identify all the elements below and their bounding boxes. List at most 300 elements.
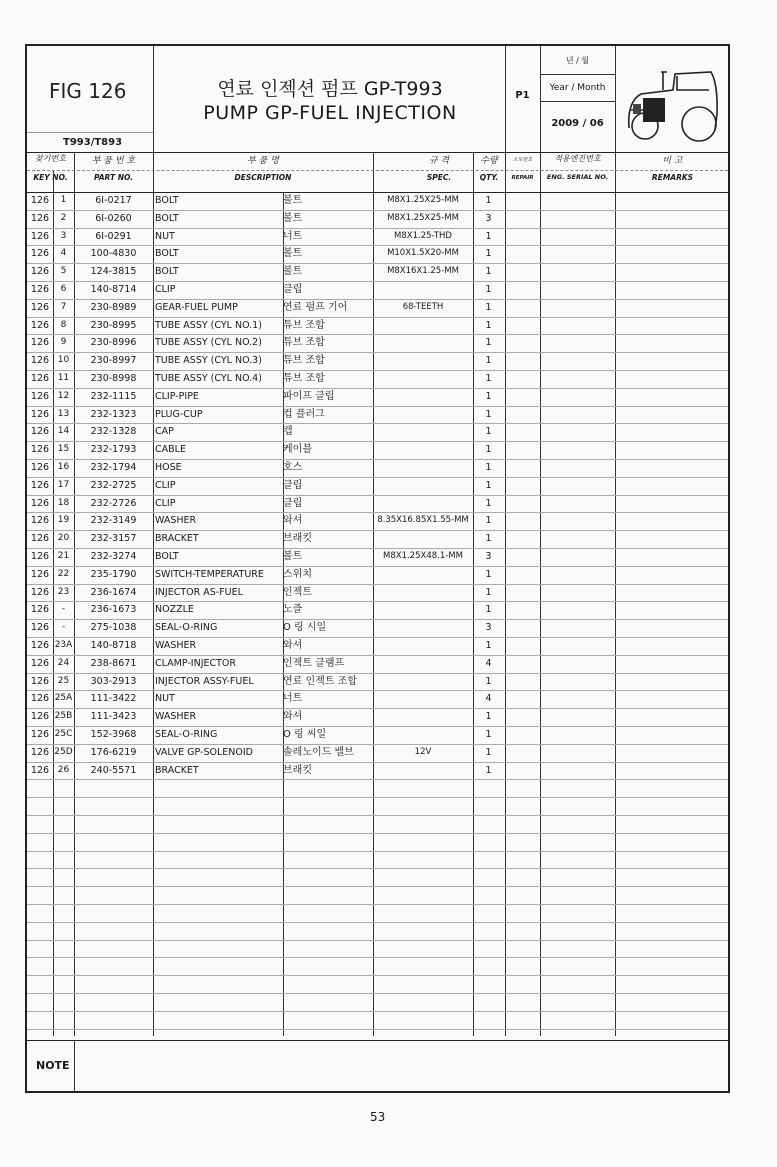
description-kr-cell: 인젝트: [283, 586, 312, 598]
description-cell: BOLT: [155, 248, 179, 260]
part-number-cell: 303-2913: [90, 675, 137, 687]
quantity-cell: 1: [485, 604, 492, 616]
key-cell: 126: [30, 230, 50, 242]
table-row: [27, 299, 728, 317]
item-number-cell: 1: [60, 195, 67, 205]
quantity-cell: 1: [485, 444, 492, 456]
part-number-cell: 111-3423: [90, 711, 137, 723]
description-kr-cell: 너트: [283, 230, 303, 242]
description-kr-cell: 와셔: [283, 711, 303, 723]
spec-cell: [373, 441, 473, 459]
title-english: PUMP GP-FUEL INJECTION: [203, 102, 457, 124]
page-code: P1: [515, 90, 530, 101]
grid-line: [27, 886, 728, 887]
table-row: [27, 210, 728, 228]
spec-cell: [373, 655, 473, 673]
table-row: [27, 566, 728, 584]
spec-cell: [373, 762, 473, 780]
table-row: [27, 477, 728, 495]
model-label: T993/T893: [63, 137, 123, 148]
table-row: [27, 601, 728, 619]
key-cell: 126: [30, 444, 50, 456]
description-cell: CLIP: [155, 284, 176, 295]
grid-line: [27, 940, 728, 941]
grid-line: [27, 993, 728, 994]
part-number-cell: 238-8671: [90, 657, 137, 669]
part-number-cell: 152-3968: [90, 729, 137, 740]
year-month-value: 2009 / 06: [551, 118, 604, 129]
description-cell: BRACKET: [155, 764, 199, 776]
quantity-cell: 1: [485, 568, 492, 580]
title-korean: 연료 인젝션 펌프 GP-T993: [217, 78, 443, 100]
description-cell: PLUG-CUP: [155, 408, 203, 420]
key-cell: 126: [30, 764, 50, 776]
key-cell: 126: [30, 657, 50, 669]
grid-line: [27, 779, 728, 780]
description-cell: CLAMP-INJECTOR: [155, 657, 237, 669]
grid-line: [27, 975, 728, 976]
table-row: [27, 637, 728, 655]
year-month-label-en: Year / Month: [549, 83, 606, 93]
part-number-cell: 232-3157: [90, 533, 137, 545]
key-cell: 126: [30, 693, 50, 705]
item-number-cell: 6: [60, 284, 67, 294]
grid-line: [27, 1040, 728, 1041]
description-cell: VALVE GP-SOLENOID: [155, 746, 253, 758]
item-number-cell: 19: [57, 515, 70, 526]
header-key-en: KEY NO.: [33, 173, 68, 182]
description-cell: CABLE: [155, 444, 186, 456]
spec-cell: [373, 388, 473, 406]
spec-cell: 68-TEETH: [402, 301, 444, 312]
key-cell: 126: [30, 355, 50, 367]
quantity-cell: 1: [485, 586, 492, 598]
description-kr-cell: 파이프 클립: [283, 390, 335, 402]
part-number-cell: 230-8995: [90, 319, 137, 331]
description-cell: INJECTOR ASSY-FUEL: [155, 675, 254, 687]
key-cell: 126: [30, 586, 50, 598]
description-cell: NUT: [155, 693, 175, 705]
header-spec-en: SPEC.: [426, 173, 452, 182]
table-row: [27, 228, 728, 246]
description-kr-cell: 클립: [283, 479, 303, 491]
description-kr-cell: 호스: [283, 462, 303, 473]
item-number-cell: 26: [57, 764, 70, 775]
spec-cell: [373, 601, 473, 619]
table-row: [27, 512, 728, 530]
item-number-cell: 18: [57, 497, 70, 508]
spec-cell: [373, 708, 473, 726]
quantity-cell: 1: [485, 640, 492, 651]
header-spec-kr: 규 격: [428, 156, 450, 166]
part-number-cell: 232-1323: [90, 408, 137, 420]
description-cell: BOLT: [155, 266, 179, 278]
description-kr-cell: 볼트: [283, 248, 303, 260]
grid-line: [27, 152, 728, 153]
header-key-kr: 찾기번호: [35, 154, 66, 163]
key-cell: 126: [30, 497, 50, 509]
quantity-cell: 1: [485, 426, 492, 438]
item-number-cell: 17: [57, 479, 70, 490]
key-cell: 126: [30, 675, 50, 687]
header-qty-en: QTY.: [479, 173, 499, 182]
description-kr-cell: 튜브 조합: [283, 373, 325, 384]
part-number-cell: 232-1793: [90, 444, 137, 456]
quantity-cell: 1: [485, 515, 492, 527]
spec-cell: [373, 495, 473, 513]
quantity-cell: 1: [485, 729, 492, 740]
description-cell: SEAL-O-RING: [155, 729, 218, 740]
quantity-cell: 4: [485, 693, 492, 705]
description-kr-cell: 볼트: [283, 212, 303, 224]
description-kr-cell: 클립: [283, 284, 303, 295]
description-kr-cell: 튜브 조합: [283, 355, 325, 367]
key-cell: 126: [30, 266, 50, 278]
item-number-cell: 13: [57, 408, 70, 419]
part-number-cell: 6I-0260: [95, 212, 132, 224]
spec-cell: [373, 637, 473, 655]
table-row: [27, 441, 728, 459]
description-cell: INJECTOR AS-FUEL: [155, 586, 243, 598]
table-row: [27, 762, 728, 780]
key-cell: 126: [30, 301, 50, 313]
item-number-cell: 16: [57, 462, 70, 472]
item-number-cell: 8: [60, 319, 67, 330]
key-cell: 126: [30, 284, 50, 295]
description-cell: TUBE ASSY (CYL NO.2): [155, 337, 262, 349]
part-number-cell: 230-8996: [90, 337, 137, 349]
key-cell: 126: [30, 408, 50, 420]
item-number-cell: 9: [60, 337, 67, 348]
key-cell: 126: [30, 426, 50, 438]
header-part-en: PART NO.: [93, 173, 134, 182]
item-number-cell: 22: [57, 568, 70, 579]
description-kr-cell: 연료 펌프 기어: [283, 301, 348, 313]
header-serial-kr: 적용엔진번호: [554, 154, 601, 163]
key-cell: 126: [30, 373, 50, 384]
description-cell: BOLT: [155, 212, 179, 224]
item-number-cell: -: [61, 622, 66, 633]
grid-line: [27, 1029, 728, 1030]
table-row: [27, 245, 728, 263]
header-desc-kr: 부 품 명: [247, 156, 279, 166]
part-number-cell: 275-1038: [90, 622, 137, 634]
table-row: [27, 263, 728, 281]
description-cell: HOSE: [155, 462, 182, 473]
key-cell: 126: [30, 746, 50, 758]
key-cell: 126: [30, 551, 50, 562]
table-row: [27, 530, 728, 548]
description-kr-cell: 너트: [283, 693, 303, 705]
quantity-cell: 1: [485, 497, 492, 509]
header-serial-en: ENG. SERIAL NO.: [546, 173, 609, 181]
header-repair-en: REPAIR: [511, 175, 534, 181]
note-label: NOTE: [36, 1059, 70, 1072]
description-cell: CLIP: [155, 497, 176, 509]
part-number-cell: 240-5571: [90, 764, 137, 776]
key-cell: 126: [30, 319, 50, 331]
quantity-cell: 1: [485, 355, 492, 367]
part-number-cell: 230-8997: [90, 355, 137, 367]
table-row: [27, 388, 728, 406]
quantity-cell: 1: [485, 479, 492, 491]
table-row: [27, 655, 728, 673]
key-cell: 126: [30, 212, 50, 224]
item-number-cell: 7: [60, 301, 67, 312]
table-row: [27, 495, 728, 513]
grid-line: [27, 957, 728, 958]
part-number-cell: 230-8998: [90, 373, 137, 384]
key-cell: 126: [30, 729, 50, 740]
key-cell: 126: [30, 337, 50, 349]
page-number: 53: [370, 1110, 386, 1124]
key-cell: 126: [30, 248, 50, 260]
grid-line: [27, 904, 728, 905]
item-number-cell: 2: [60, 212, 67, 223]
spec-cell: [373, 584, 473, 602]
description-kr-cell: 볼트: [283, 195, 303, 206]
item-number-cell: 24: [57, 657, 70, 668]
key-cell: 126: [30, 640, 50, 651]
description-kr-cell: 케이블: [283, 444, 312, 456]
description-cell: CLIP: [155, 479, 176, 491]
grid-line: [27, 922, 728, 923]
description-cell: TUBE ASSY (CYL NO.3): [155, 355, 262, 367]
description-kr-cell: 튜브 조합: [283, 319, 325, 331]
grid-line: [74, 1040, 75, 1091]
part-number-cell: 6I-0217: [95, 195, 132, 206]
table-row: [27, 584, 728, 602]
description-kr-cell: 브래킷: [283, 764, 312, 776]
table-row: [27, 708, 728, 726]
grid-line: [27, 815, 728, 816]
description-cell: TUBE ASSY (CYL NO.4): [155, 373, 262, 384]
key-cell: 126: [30, 515, 50, 527]
item-number-cell: 3: [60, 230, 67, 241]
spec-cell: M8X1.25-THD: [394, 230, 452, 241]
spec-cell: [373, 352, 473, 370]
grid-line: [27, 851, 728, 852]
key-cell: 126: [30, 479, 50, 491]
description-kr-cell: 브래킷: [283, 533, 312, 545]
table-row: [27, 726, 728, 744]
item-number-cell: 20: [57, 533, 70, 544]
grid-line: [27, 797, 728, 798]
description-kr-cell: 와셔: [283, 640, 303, 651]
table-row: [27, 423, 728, 441]
header-remarks-kr: 비 고: [662, 156, 683, 166]
part-number-cell: 230-8989: [90, 301, 137, 313]
quantity-cell: 1: [485, 462, 492, 473]
spec-cell: [373, 334, 473, 352]
description-kr-cell: O 링 시일: [283, 622, 327, 634]
quantity-cell: 1: [485, 533, 492, 545]
key-cell: 126: [30, 195, 50, 206]
spec-cell: [373, 726, 473, 744]
item-number-cell: 21: [57, 551, 70, 561]
spec-cell: M8X16X1.25-MM: [387, 266, 459, 277]
description-cell: WASHER: [155, 515, 197, 527]
quantity-cell: 1: [485, 764, 492, 776]
table-row: [27, 317, 728, 335]
spec-cell: M8X1.25X25-MM: [387, 212, 459, 223]
figure-label: FIG 126: [49, 79, 127, 103]
description-cell: NUT: [155, 230, 175, 242]
key-cell: 126: [30, 462, 50, 473]
spec-cell: M8X1.25X48.1-MM: [383, 551, 463, 561]
table-row: [27, 281, 728, 299]
part-number-cell: 235-1790: [90, 568, 137, 580]
item-number-cell: -: [61, 604, 66, 615]
description-kr-cell: 볼트: [283, 266, 303, 278]
table-row: [27, 192, 728, 210]
table-row: [27, 370, 728, 388]
parts-sheet: [25, 44, 730, 1093]
spec-cell: 8.35X16.85X1.55-MM: [377, 515, 469, 526]
quantity-cell: 1: [485, 711, 492, 723]
description-kr-cell: 연료 인젝트 조합: [283, 675, 357, 687]
part-number-cell: 236-1673: [90, 604, 137, 616]
quantity-cell: 1: [485, 266, 492, 278]
description-kr-cell: 클립: [283, 497, 303, 509]
spec-cell: [373, 459, 473, 477]
header-remarks-en: REMARKS: [651, 173, 694, 182]
key-cell: 126: [30, 622, 50, 634]
quantity-cell: 1: [485, 195, 492, 206]
header-qty-kr: 수량: [480, 156, 498, 166]
key-cell: 126: [30, 568, 50, 580]
part-number-cell: 232-2726: [90, 497, 137, 509]
table-row: [27, 406, 728, 424]
quantity-cell: 1: [485, 284, 492, 295]
item-number-cell: 25B: [54, 711, 73, 722]
description-cell: SWITCH-TEMPERATURE: [155, 568, 264, 580]
quantity-cell: 1: [485, 408, 492, 420]
spec-cell: M8X1.25X25-MM: [387, 195, 459, 205]
spec-cell: [373, 566, 473, 584]
part-number-cell: 232-3149: [90, 515, 137, 527]
table-row: [27, 459, 728, 477]
quantity-cell: 4: [485, 657, 492, 669]
table-row: [27, 334, 728, 352]
description-cell: WASHER: [155, 711, 197, 723]
item-number-cell: 23: [57, 586, 70, 597]
part-number-cell: 232-2725: [90, 479, 137, 491]
spec-cell: [373, 317, 473, 335]
part-number-cell: 124-3815: [90, 266, 137, 278]
grid-line: [27, 833, 728, 834]
quantity-cell: 1: [485, 319, 492, 331]
grid-line: [27, 132, 153, 133]
part-number-cell: 6I-0291: [95, 230, 132, 242]
tractor-icon: [621, 54, 721, 144]
quantity-cell: 1: [485, 301, 492, 313]
part-number-cell: 232-3274: [90, 551, 137, 562]
quantity-cell: 1: [485, 746, 492, 758]
spec-cell: [373, 281, 473, 299]
item-number-cell: 23A: [54, 640, 73, 650]
grid-line: [540, 101, 615, 102]
description-kr-cell: O 링 씨일: [283, 729, 327, 740]
spec-cell: [373, 619, 473, 637]
spec-cell: [373, 423, 473, 441]
description-cell: GEAR-FUEL PUMP: [155, 301, 238, 313]
description-kr-cell: 캡: [283, 426, 293, 438]
header-desc-en: DESCRIPTION: [234, 173, 292, 182]
grid-line: [27, 1011, 728, 1012]
table-row: [27, 673, 728, 691]
spec-cell: [373, 530, 473, 548]
description-cell: CAP: [155, 426, 174, 438]
grid-line: [27, 868, 728, 869]
spec-cell: [373, 477, 473, 495]
description-kr-cell: 스위치: [283, 568, 312, 580]
item-number-cell: 14: [57, 426, 70, 437]
item-number-cell: 10: [57, 355, 70, 366]
header-repair-kr: 소모번호: [512, 157, 533, 163]
header-part-kr: 부 품 번 호: [91, 156, 136, 166]
description-cell: BOLT: [155, 195, 179, 206]
quantity-cell: 3: [485, 622, 492, 634]
quantity-cell: 3: [485, 551, 492, 562]
key-cell: 126: [30, 390, 50, 402]
description-cell: TUBE ASSY (CYL NO.1): [155, 319, 262, 331]
key-cell: 126: [30, 533, 50, 545]
description-cell: WASHER: [155, 640, 197, 651]
description-kr-cell: 와셔: [283, 515, 303, 527]
description-kr-cell: 볼트: [283, 551, 303, 562]
item-number-cell: 11: [57, 373, 70, 383]
quantity-cell: 1: [485, 248, 492, 260]
description-cell: CLIP-PIPE: [155, 390, 199, 402]
table-row: [27, 352, 728, 370]
description-cell: BRACKET: [155, 533, 199, 545]
spec-cell: [373, 690, 473, 708]
description-kr-cell: 튜브 조합: [283, 337, 325, 349]
description-kr-cell: 솔레노이드 밸브: [283, 746, 354, 758]
part-number-cell: 140-8718: [90, 640, 137, 651]
table-row: [27, 744, 728, 762]
item-number-cell: 25A: [54, 693, 73, 704]
part-number-cell: 232-1794: [90, 462, 137, 473]
year-month-label-kr: 년 / 월: [565, 56, 590, 65]
item-number-cell: 25D: [54, 746, 73, 757]
item-number-cell: 12: [57, 390, 70, 401]
part-number-cell: 236-1674: [90, 586, 137, 598]
description-cell: SEAL-O-RING: [155, 622, 218, 634]
table-row: [27, 548, 728, 566]
spec-cell: 12V: [414, 746, 432, 757]
quantity-cell: 1: [485, 337, 492, 349]
table-row: [27, 690, 728, 708]
spec-cell: [373, 406, 473, 424]
item-number-cell: 25: [57, 675, 70, 686]
grid-line: [540, 74, 615, 75]
description-kr-cell: 인젝트 클램프: [283, 657, 345, 669]
quantity-cell: 1: [485, 230, 492, 242]
quantity-cell: 1: [485, 390, 492, 402]
item-number-cell: 5: [60, 266, 67, 277]
spec-cell: [373, 673, 473, 691]
part-number-cell: 100-4830: [90, 248, 137, 260]
part-number-cell: 176-6219: [90, 746, 137, 758]
spec-cell: [373, 370, 473, 388]
description-kr-cell: 노즐: [283, 604, 303, 616]
item-number-cell: 25C: [54, 729, 73, 739]
part-number-cell: 140-8714: [90, 284, 137, 295]
part-number-cell: 232-1328: [90, 426, 137, 438]
quantity-cell: 1: [485, 675, 492, 687]
